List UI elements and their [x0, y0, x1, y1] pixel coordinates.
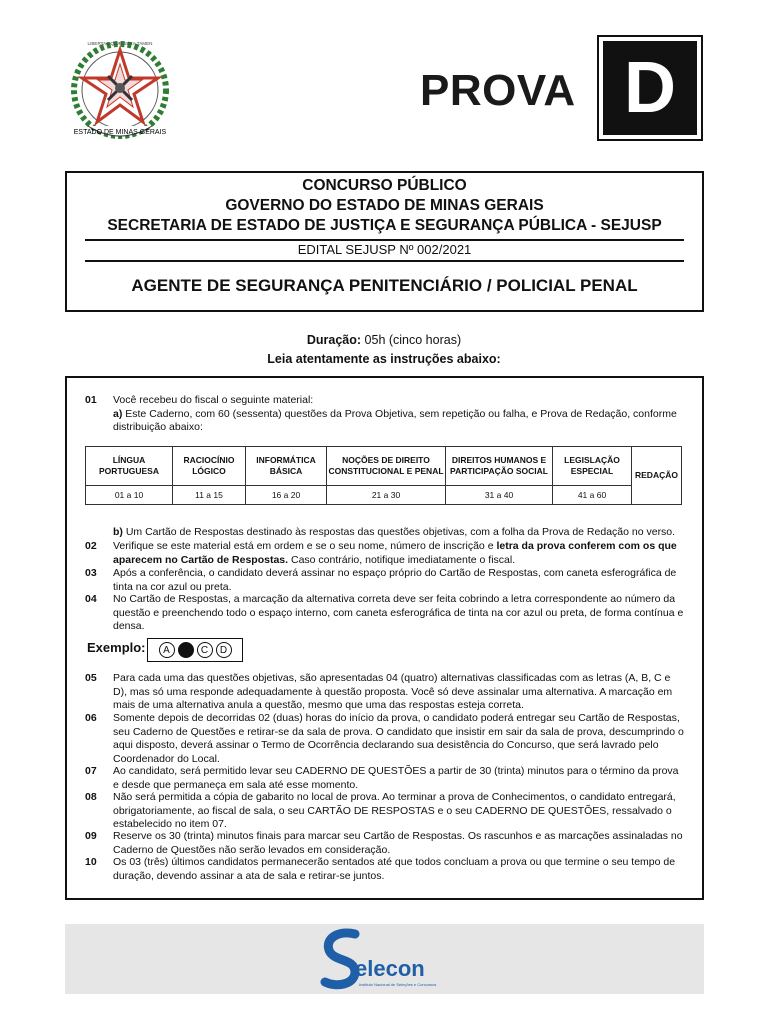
instruction-number: 02: [85, 540, 97, 552]
instruction-text: Caso contrário, notifique imediatamente o fiscal.: [288, 553, 516, 566]
header-divider: [85, 260, 684, 262]
table-header: DIREITOS HUMANOS E PARTICIPAÇÃO SOCIAL: [446, 447, 553, 486]
bubble-d: D: [216, 642, 232, 658]
instruction-number: 06: [85, 712, 97, 724]
instruction-01a: [113, 408, 685, 435]
distribution-table: [85, 446, 682, 505]
instruction-text: Verifique se este material está em ordem e se o seu nome, número de inscrição e: [113, 540, 497, 552]
header-divider: [85, 239, 684, 241]
instruction-text: No Cartão de Respostas, a marcação da alternativa correta deve ser feita cobrindo a letra correspondente ao número da questão e preenchendo todo o espaço interno, com caneta esferográfica de tinta na cor azul ou preta, de forma contínua e densa.: [113, 593, 684, 632]
instruction-09: [85, 830, 685, 857]
table-header: INFORMÁTICA BÁSICA: [246, 447, 327, 486]
table-cell: 21 a 30: [327, 486, 446, 505]
instruction-number: 08: [85, 791, 97, 803]
instruction-bold-text: letra da prova conferem com os que aparecem no Cartão de Respostas.: [113, 540, 677, 566]
selecon-logo: [319, 928, 449, 992]
item-b-label: b): [113, 526, 123, 538]
instruction-text: Ao candidato, será permitido levar seu CADERNO DE QUESTÕES a partir de 30 (trinta) minutos para o término da prova e desde que permaneça em sala até esse momento.: [113, 765, 679, 791]
instruction-number: 10: [85, 856, 97, 868]
table-header: LÍNGUA PORTUGUESA: [86, 447, 173, 486]
instruction-number: 03: [85, 567, 97, 579]
instruction-text: Somente depois de decorridas 02 (duas) horas do início da prova, o candidato poderá entregar seu Cartão de Respostas, seu Caderno de Questões e retirar-se da sala de prova. O candidato que insistir em sair da sala de prova, descumprindo o aqui disposto, deverá assinar o Termo de Ocorrência declarando sua desistência do Concurso, que será lavrado pelo Coordenador do Local.: [113, 712, 684, 765]
example-label: Exemplo:: [87, 640, 146, 655]
table-cell: 01 a 10: [86, 486, 173, 505]
instructions-box: [65, 376, 704, 900]
item-a-label: a): [113, 407, 123, 420]
instruction-number: 01: [85, 394, 97, 406]
logo-subtitle: Instituto Nacional de Seleções e Concursos: [359, 982, 437, 987]
prova-letter-box: [597, 35, 703, 141]
table-cell: 16 a 20: [246, 486, 327, 505]
table-row: [86, 486, 682, 505]
header-secretaria: SECRETARIA DE ESTADO DE JUSTIÇA E SEGURANÇA PÚBLICA - SEJUSP: [107, 217, 662, 234]
table-cell: 31 a 40: [446, 486, 553, 505]
footer-band: [65, 924, 704, 994]
instruction-text: Os 03 (três) últimos candidatos permanecerão sentados até que todos concluam a prova ou que termine o seu tempo de duração, devendo assinar a ata de sala e retirar-se juntos.: [113, 856, 676, 882]
bubble-a: A: [159, 642, 175, 658]
bubble-b-filled: B: [178, 642, 194, 658]
header-cargo: AGENTE DE SEGURANÇA PENITENCIÁRIO / POLICIAL PENAL: [131, 276, 638, 295]
table-header: NOÇÕES DE DIREITO CONSTITUCIONAL E PENAL: [327, 447, 446, 486]
item-b-text: Um Cartão de Respostas destinado às respostas das questões objetivas, com a folha da Prova de Redação no verso.: [122, 526, 676, 538]
prova-letter: D: [603, 41, 697, 135]
logo-text: elecon: [355, 956, 425, 981]
instruction-text: Não será permitida a cópia de gabarito no local de prova. Ao terminar a prova de Conhecimentos, o candidato entregará, obrigatoriamente, ao fiscal de sala, o seu CARTÃO DE RESPOSTAS e o seu CADERNO DE QUESTÕES, ressalvado o estabelecido no item 07.: [113, 791, 676, 830]
header-edital: EDITAL SEJUSP Nº 002/2021: [297, 242, 472, 257]
seal-text: ESTADO DE MINAS GERAIS: [73, 129, 167, 136]
instruction-01: [85, 394, 685, 435]
instruction-number: 05: [85, 672, 97, 684]
header-box: [65, 171, 704, 312]
instruction-number: 07: [85, 765, 97, 777]
instruction-07: [85, 765, 685, 792]
duration-line: [0, 333, 768, 347]
instruction-number: 09: [85, 830, 97, 842]
instructions-heading: Leia atentamente as instruções abaixo:: [267, 352, 501, 366]
instruction-04: [85, 593, 685, 634]
instruction-02: [85, 540, 685, 567]
instruction-number: 04: [85, 593, 97, 605]
header-concurso: CONCURSO PÚBLICO: [302, 177, 467, 194]
item-a-text: Este Caderno, com 60 (sessenta) questões da Prova Objetiva, sem repetição ou falha, e Prova de Redação, conforme distribuição abaixo:: [113, 407, 677, 433]
state-seal: [62, 34, 178, 150]
bubble-c: C: [197, 642, 213, 658]
instruction-text: Reserve os 30 (trinta) minutos finais para marcar seu Cartão de Respostas. Os rascunhos e as marcações assinaladas no Caderno de Questões não serão levados em consideração.: [113, 830, 683, 856]
example-bubbles: [147, 638, 243, 662]
seal-motto: LIBERTAS QUÆ SERA TAMEN: [87, 41, 153, 46]
header-governo: GOVERNO DO ESTADO DE MINAS GERAIS: [225, 197, 544, 214]
duration-label: Duração:: [306, 333, 362, 347]
duration-value: 05h (cinco horas): [361, 333, 462, 347]
table-header: LEGISLAÇÃO ESPECIAL: [553, 447, 632, 486]
instruction-01b: [85, 526, 685, 540]
table-header: REDAÇÃO: [632, 447, 682, 505]
instruction-text: Para cada uma das questões objetivas, são apresentadas 04 (quatro) alternativas classificadas com as letras (A, B, C e D), mas só uma responde adequadamente à questão proposta. Você só deve assinalar uma alternativa. A marcação em mais de uma alternativa anula a questão, mesmo que uma das respostas esteja correta.: [113, 672, 673, 711]
instruction-text: Após a conferência, o candidato deverá assinar no espaço próprio do Cartão de Respostas, com caneta esferográfica de tinta na cor azul ou preta.: [113, 567, 677, 593]
instruction-05: [85, 672, 685, 713]
instruction-10: [85, 856, 685, 883]
table-header-row: [86, 447, 682, 486]
instruction-08: [85, 791, 685, 832]
table-cell: 41 a 60: [553, 486, 632, 505]
instruction-text: Você recebeu do fiscal o seguinte material:: [113, 394, 314, 406]
prova-label: PROVA: [420, 66, 576, 115]
instruction-06: [85, 712, 685, 766]
instruction-03: [85, 567, 685, 594]
table-header: RACIOCÍNIO LÓGICO: [173, 447, 246, 486]
table-cell: 11 a 15: [173, 486, 246, 505]
